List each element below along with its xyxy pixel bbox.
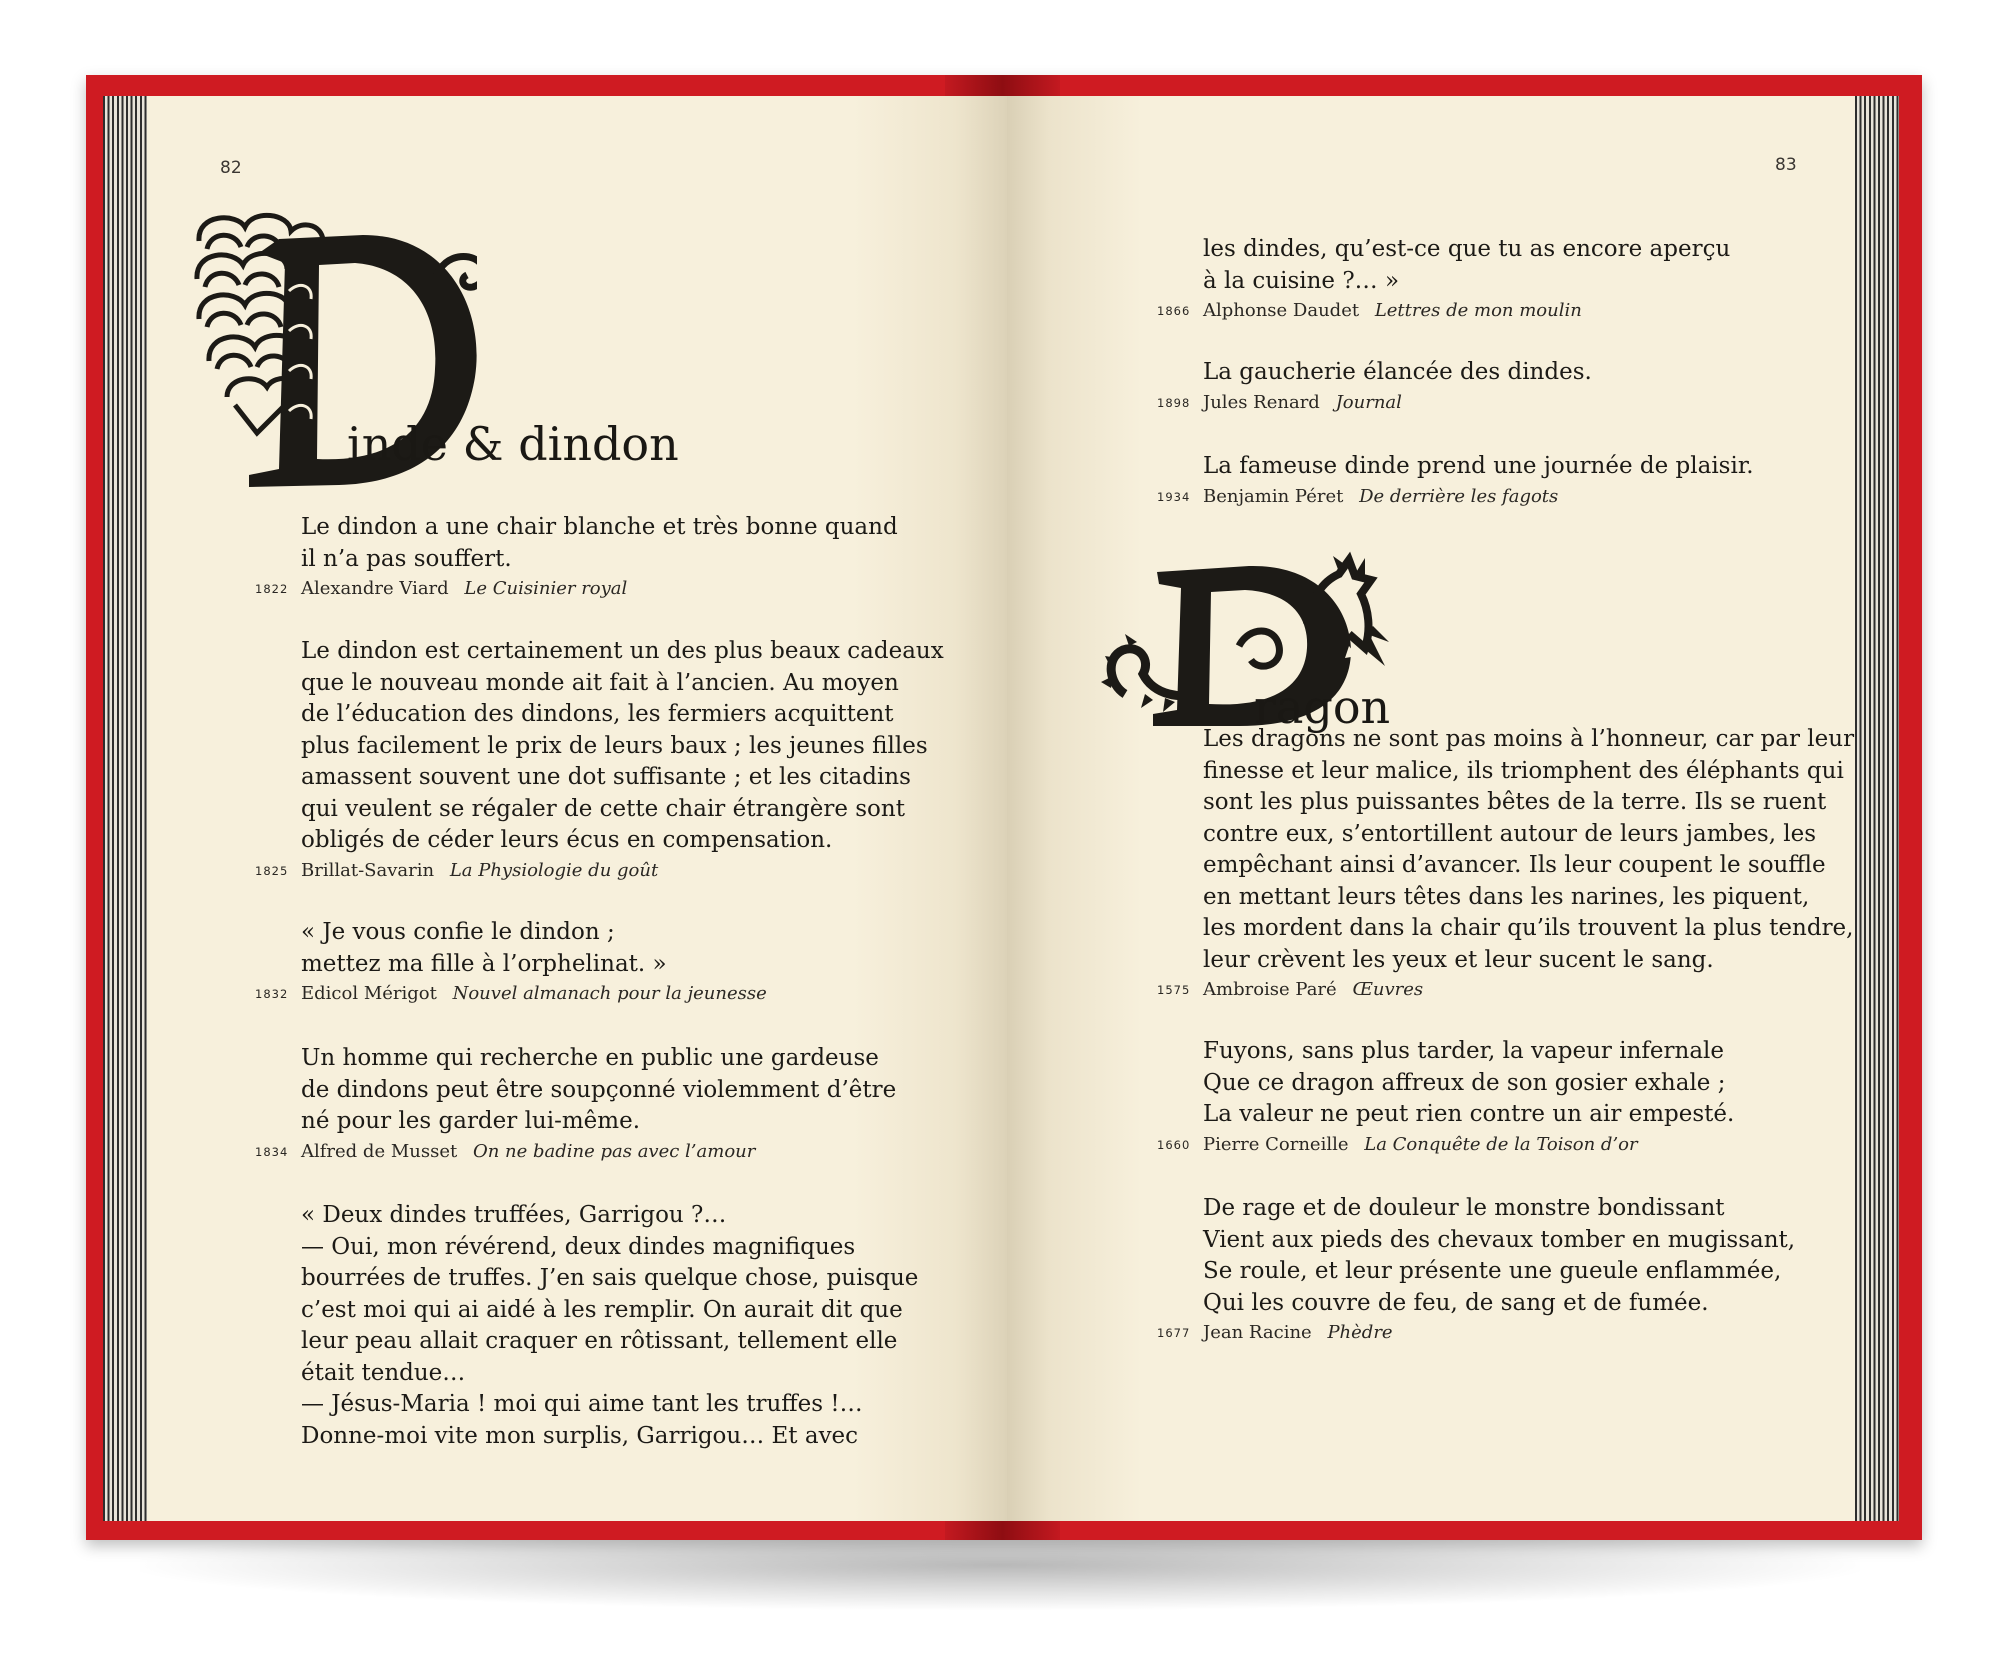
page-number: 82	[220, 158, 242, 178]
quote-author: Alexandre Viard	[301, 578, 449, 599]
quote-text: « Je vous confie le dindon ; mettez ma fille à l’orphelinat. »	[301, 919, 667, 977]
quote-block	[1157, 451, 1754, 511]
quote-block	[1157, 357, 1592, 417]
quote-text: La fameuse dinde prend une journée de plaisir.	[1203, 453, 1754, 479]
quote-text: les dindes, qu’est-ce que tu as encore aperçu à la cuisine ?… »	[1203, 236, 1731, 294]
entry-title: ragon	[1254, 680, 1391, 734]
quote-author: Ambroise Paré	[1203, 979, 1337, 1000]
quote-year: 1934	[1157, 489, 1191, 504]
quote-year: 1660	[1157, 1137, 1191, 1152]
quote-attribution	[1157, 389, 1592, 417]
quote-work: Le Cuisinier royal	[464, 578, 628, 599]
left-page[interactable]	[147, 96, 1007, 1521]
quote-work: La Conquête de la Toison d’or	[1364, 1133, 1638, 1155]
quote-work: Lettres de mon moulin	[1374, 300, 1582, 321]
quote-attribution	[1157, 1319, 1795, 1347]
quote-text: Le dindon est certainement un des plus beaux cadeaux que le nouveau monde ait fait à l’ancien. Au moyen de l’éducation des dindons, les fermiers acquittent plus facilement le prix de leurs baux ; les jeunes filles amassent souvent une dot suffisante ; et les citadins qui veulent se régaler de cette chair étrangère sont obligés de céder leurs écus en compensation.	[301, 638, 944, 853]
quote-author: Pierre Corneille	[1203, 1133, 1349, 1155]
quote-attribution	[255, 575, 898, 603]
quote-text: De rage et de douleur le monstre bondissant Vient aux pieds des chevaux tomber en mugissant, Se roule, et leur présente une gueule enflammée, Qui les couvre de feu, de sang et de fumée.	[1203, 1195, 1796, 1316]
quote-year: 1825	[255, 863, 289, 878]
quote-block	[1157, 234, 1731, 325]
quote-text: Un homme qui recherche en public une gardeuse de dindons peut être soupçonné violemment d’être né pour les garder lui-même.	[301, 1045, 897, 1134]
quote-year: 1822	[255, 582, 289, 596]
quote-text: Le dindon a une chair blanche et très bonne quand il n’a pas souffert.	[301, 514, 898, 572]
entry-title: inde & dindon	[347, 417, 679, 471]
quote-work: De derrière les fagots	[1359, 485, 1559, 507]
quote-attribution	[255, 857, 944, 885]
quote-text: Les dragons ne sont pas moins à l’honneur, car par leur finesse et leur malice, ils triomphent des éléphants qui sont les plus puissantes bêtes de la terre. Ils se ruent contre eux, s’entortillent autour de leurs jambes, les empêchant ainsi d’avancer. Ils leur coupent le souffle en mettant leurs têtes dans les narines, les piquent, les mordent dans la chair qu’ils trouvent la plus tendre, leur crèvent les yeux et leur sucent le sang.	[1203, 726, 1855, 973]
quote-year: 1898	[1157, 395, 1191, 410]
quote-text: Fuyons, sans plus tarder, la vapeur infernale Que ce dragon affreux de son gosier exhale ; La valeur ne peut rien contre un air empesté.	[1203, 1038, 1735, 1127]
quote-block	[255, 917, 767, 1008]
quote-block	[1157, 724, 1855, 1004]
quote-work: On ne badine pas avec l’amour	[472, 1140, 756, 1162]
quote-author: Jean Racine	[1203, 1322, 1312, 1343]
quote-author: Benjamin Péret	[1203, 485, 1344, 507]
quote-block	[1157, 1193, 1796, 1347]
quote-attribution	[255, 980, 767, 1008]
quote-author: Alphonse Daudet	[1203, 300, 1360, 321]
quote-year: 1832	[255, 987, 289, 1001]
page-edges-right	[1855, 96, 1899, 1521]
quote-block	[301, 1200, 918, 1452]
quote-block	[1157, 1036, 1735, 1159]
quote-block	[255, 1043, 897, 1166]
page-edges-left	[103, 96, 147, 1521]
quote-year: 1866	[1157, 304, 1191, 318]
quote-work: Journal	[1335, 391, 1402, 413]
quote-year: 1677	[1157, 1326, 1191, 1340]
quote-year: 1575	[1157, 983, 1191, 997]
quote-block	[255, 636, 944, 885]
quote-work: La Physiologie du goût	[449, 859, 659, 881]
quote-attribution	[1157, 1131, 1734, 1159]
page-number: 83	[1775, 155, 1797, 175]
quote-author: Alfred de Musset	[301, 1140, 458, 1162]
quote-work: Nouvel almanach pour la jeunesse	[452, 983, 767, 1004]
quote-attribution	[1157, 976, 1854, 1004]
quote-year: 1834	[255, 1144, 289, 1159]
quote-text: La gaucherie élancée des dindes.	[1203, 359, 1592, 385]
quote-attribution	[1157, 483, 1754, 511]
quote-attribution	[255, 1138, 896, 1166]
quote-block	[255, 512, 898, 603]
quote-attribution	[1157, 297, 1730, 325]
right-page[interactable]	[1007, 96, 1855, 1521]
quote-author: Edicol Mérigot	[301, 983, 437, 1004]
quote-work: Œuvres	[1352, 979, 1424, 1000]
quote-text: « Deux dindes truffées, Garrigou ?… — Oui, mon révérend, deux dindes magnifiques bourrées de truffes. J’en sais quelque chose, puisque c’est moi qui ai aidé à les remplir. On aurait dit que leur peau allait craquer en rôtissant, tellement elle était tendue… — Jésus-Maria ! moi qui aime tant les truffes !… Donne-moi vite mon surplis, Garrigou… Et avec	[301, 1202, 919, 1449]
quote-author: Brillat-Savarin	[301, 859, 435, 881]
quote-author: Jules Renard	[1203, 391, 1320, 413]
quote-work: Phèdre	[1327, 1322, 1393, 1343]
